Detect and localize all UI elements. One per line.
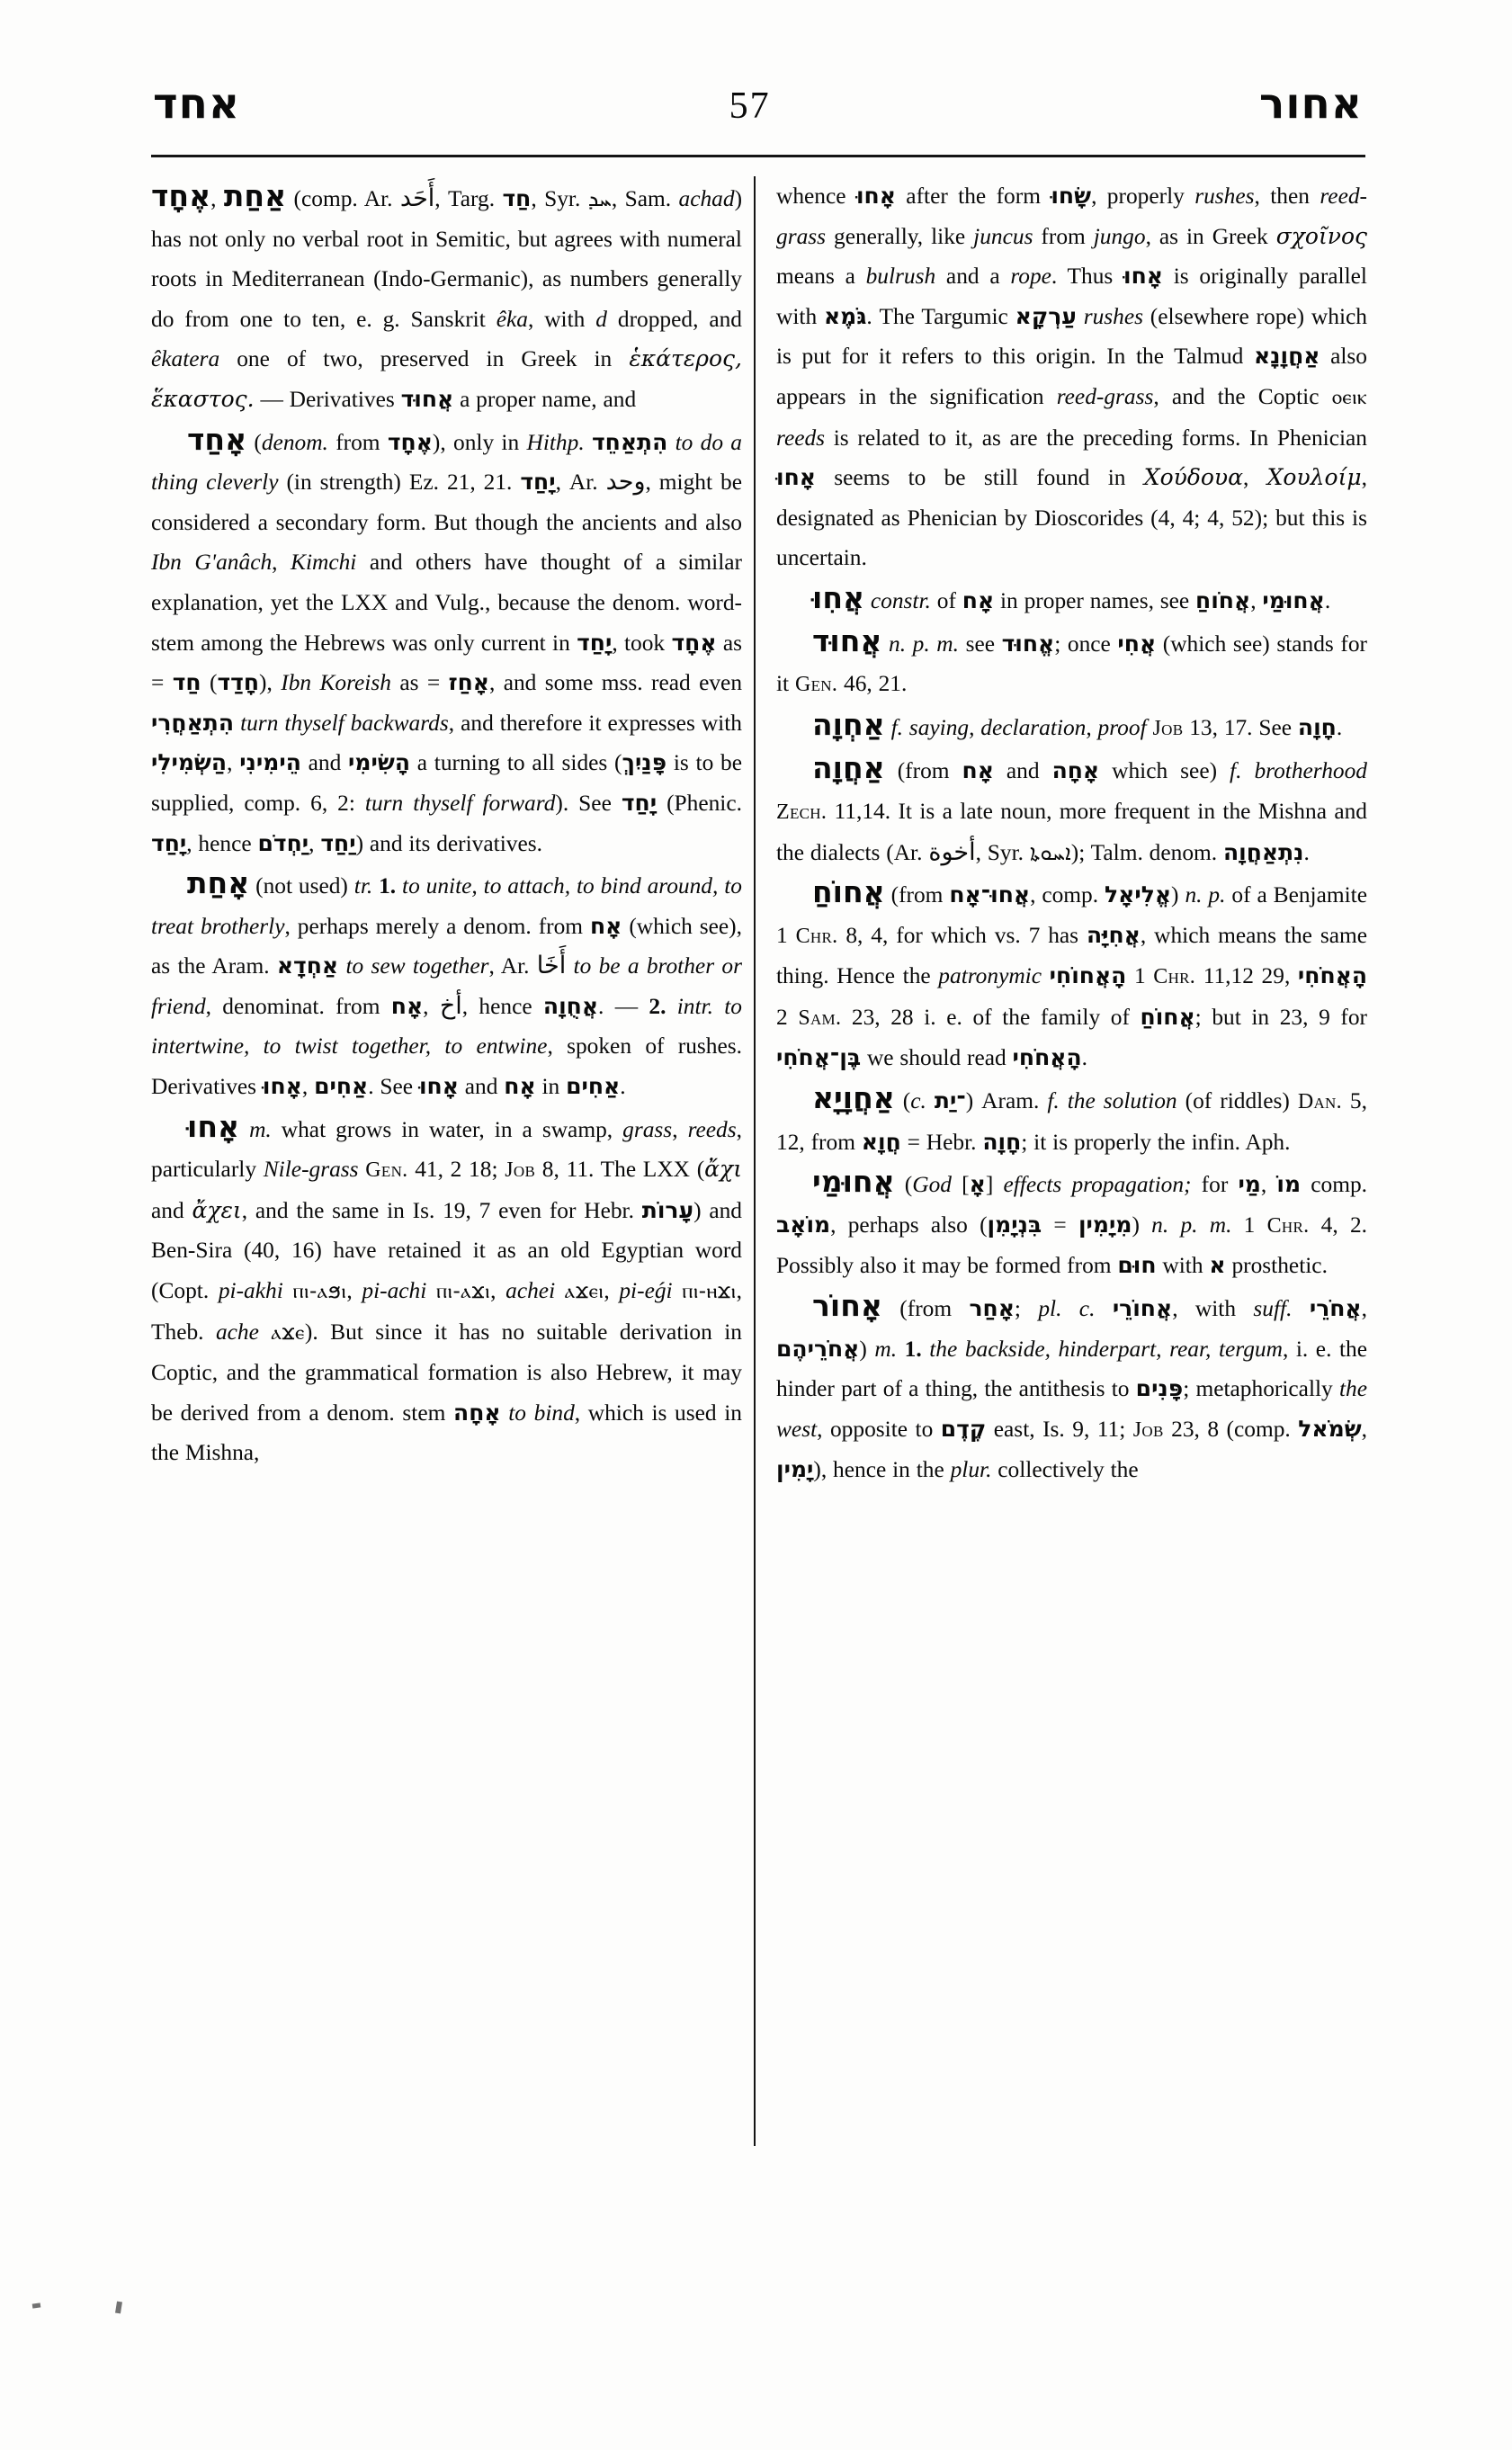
entry-achumai: אֲחוּמַי (God [אָ] effects propagation; for מַי, מוֹ comp. מוֹאָב, perhaps also (בִּנְיָמִן = מִיָמִין) n. p. m. 1 Chr. 4, 2. Possibly also it may be formed from חוּם with א prosthetic. <box>776 1164 1368 1279</box>
scan-artifact-mark <box>32 2302 41 2308</box>
left-column <box>151 176 753 2227</box>
entry-achu: אָחוּ m. what grows in water, in a swamp, grass, reeds, particularly Nile-grass Gen. 41, 2 18; Job 8, 11. The LXX (ἄχι and ἄχει, and the same in Is. 19, 7 even for Hebr. עָרוֹת) and Ben-Sira (40, 16) have retained it as an old Egyptian word (Copt. pi-akhi ⲡⲓ-ⲁϧⲓ, pi-achi ⲡⲓ-ⲁϫⲓ, achei ⲁϫⲉⲓ, pi-eǵi ⲡⲓ-ⲏϫⲓ, Theb. ache ⲁϫⲉ). But since it has no suitable derivation in Coptic, and the grammatical formation is also Hebrew, it may be derived from a denom. stem אָחָה to bind, which is used in the Mishna, <box>151 1108 743 1466</box>
entry-achath: אָחַת (not used) tr. 1. to unite, to attach, to bind around, to treat brotherly, perhaps merely a denom. from אָח (which see), as the Aram. אַחְדָא to sew together, Ar. أَخَا to be a brother or friend, denominat. from אָח, أخ, hence אֲחֻוָה. — 2. intr. to intertwine, to twist together, to entwine, spoken of rushes. Derivatives אָחוּ, אַחִים. See אָחוּ and אָח in אַחִים. <box>151 865 743 1100</box>
scan-artifact-mark <box>115 2302 122 2314</box>
entry-echad: אֶחָד, אַחַת (comp. Ar. أَحَد, Targ. חַד, Syr. ܚܕ, Sam. achad) has not only no verbal root in Semitic, but agrees with numeral roots in Mediterranean (Indo-Germanic), as numbers generally do from one to ten, e. g. Sanskrit êka, with d dropped, and êkatera one of two, preserved in Greek in ἑκάτερος, ἕκαστος. — Derivatives אֲחוּד a proper name, and <box>151 178 743 412</box>
page-number: 57 <box>729 85 771 127</box>
running-head <box>153 79 1363 142</box>
header-rule <box>151 155 1365 157</box>
entry-achavah2: אַחֲוָה (from אָח and אָחָה which see) f. brotherhood Zech. 11,14. It is a late noun, more frequent in the Mishna and the dialects (Ar. أخوة, Syr. ܐܚܘܬܐ); Talm. denom. נִתְאַחֲוָה. <box>776 750 1367 866</box>
entry-achoach: אֲחוֹחַ (from אֲחוּ־אָח, comp. אֱלִיאָל) n. p. of a Benjamite 1 Chr. 8, 4, for which vs. 7 has אֲחִיָּה, which means the same thing. Hence the patronymic הָאֲחוֹחִי 1 Chr. 11,12 29, הָאֲחֹחִי 2 Sam. 23, 28 i. e. of the family of אֲחוֹחַ; but in 23, 9 for בֶּן־אֲחֹחִי we should read הָאֲחֹחִי. <box>776 874 1368 1071</box>
entry-achud: אֲחוּד n. p. m. see אֱחוּד; once אֲחִי (which see) stands for it Gen. 46, 21. <box>776 622 1367 697</box>
entry-achad-denom: אָחַד (denom. from אֶחָד), only in Hithp. הִתְאַחֵד to do a thing cleverly (in strength) Ez. 21, 21. יָחַד, Ar. وحد, might be considered a secondary form. But though the ancients and also Ibn G'anâch, Kimchi and others have thought of a similar explanation, yet the LXX and Vulg., because the denom. word-stem among the Hebrews was only current in יָחַד, took אֶחָד as = חַד (חָדַד), Ibn Koreish as = אָחַז, and some mss. read even הִתְאַחֲרִי turn thyself backwards, and therefore it expresses with הַשְׂמִילִי, הֵימִינִי and הָשִׂימִי a turning to all sides (פָּנַיִךְ is to be supplied, comp. 6, 2: turn thyself forward). See יָחַד (Phenic. יָחַד, hence יַחְדֹם, יַחַד) and its derivatives. <box>151 421 743 856</box>
text-body <box>151 176 1367 2227</box>
entry-achu-cont: whence אָחוּ after the form שָׂחוּ, properly rushes, then reed-grass generally, like juncus from jungo, as in Greek σχοῖνος means a bulrush and a rope. Thus אָחוּ is originally parallel with גֹּמֶא. The Targumic עַרְקָא rushes (elsewhere rope) which is put for it refers to this origin. In the Talmud אַחֲוָנָא also appears in the signification reed-grass, and the Coptic ⲟⲉⲓⲕ reeds is related to it, as are the preceding forms. In Phenician אָחוּ seems to be still found in Χούδουα, Χουλοίμ, designated as Phenician by Dioscorides (4, 4; 4, 52); but this is uncertain. <box>776 183 1368 571</box>
entry-achavya: אַחֲוָיָא (c. ־יַת) Aram. f. the solution (of riddles) Dan. 5, 12, from חֲוָא = Hebr. חָוָה; it is properly the infin. Aph. <box>776 1080 1367 1155</box>
right-column <box>753 176 1367 2227</box>
entry-achi-constr: אֲחִוּ constr. of אָח in proper names, see אֲחֹוחַ, אֲחוּמַי. <box>812 579 1331 615</box>
entry-achavah: אַחְוָה f. saying, declaration, proof Job 13, 17. See חָוָה. <box>812 706 1343 742</box>
running-head-left-catchword: אחד <box>153 79 241 129</box>
entry-achor: אָחוֹר (from אָחַר; pl. c. אֲחוֹרֵי, with suff. אֲחֹרֵי, אֲחֹרֵיהֶם) m. 1. the backside, hinderpart, rear, tergum, i. e. the hinder part of a thing, the antithesis to פָּנִים; metaphorically the west, opposite to קֶדֶם east, Is. 9, 11; Job 23, 8 (comp. שְׂמֹאל, יָמִין), hence in the plur. collectively the <box>776 1288 1368 1483</box>
running-head-right-catchword: אחור <box>1259 79 1363 129</box>
